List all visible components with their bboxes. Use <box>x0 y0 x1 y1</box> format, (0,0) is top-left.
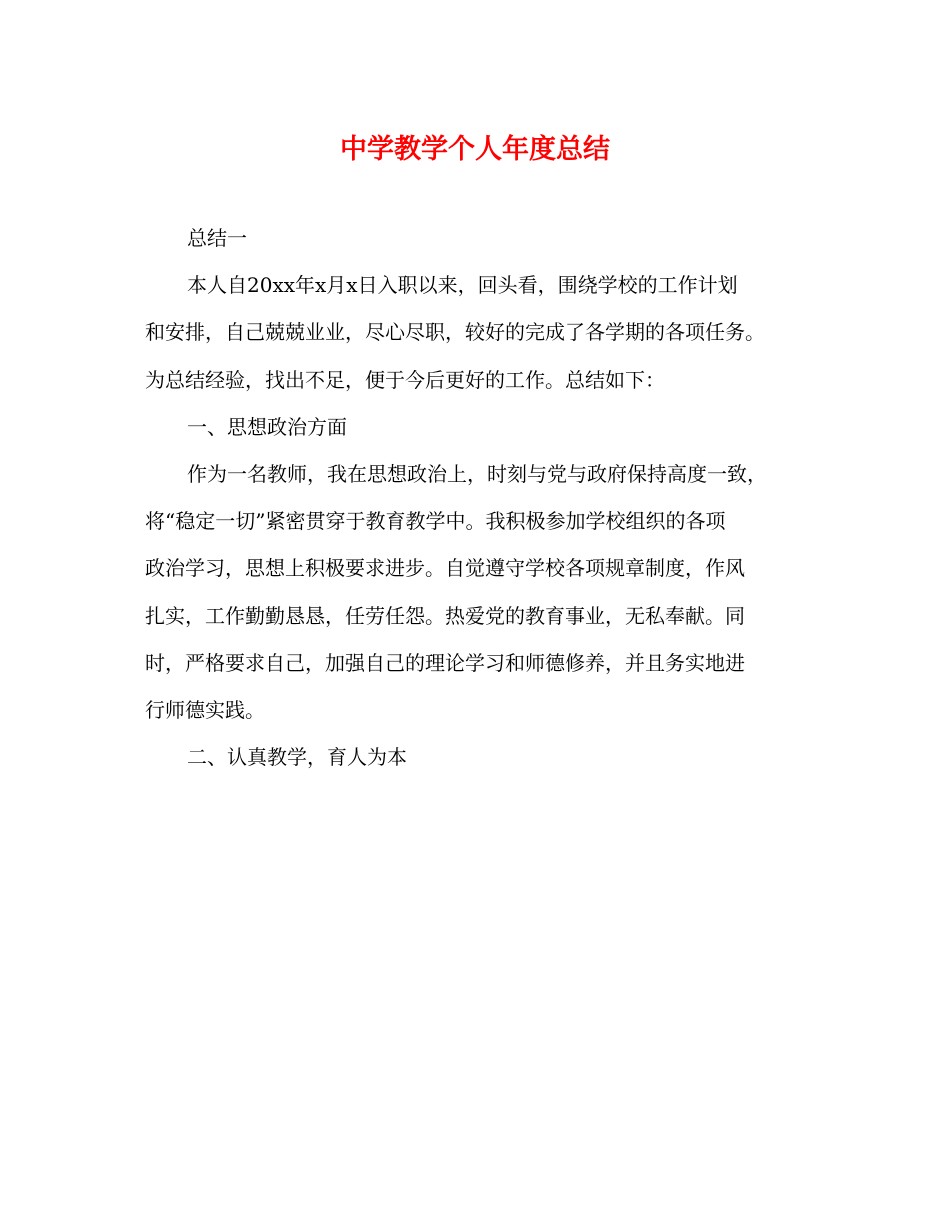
section-heading <box>145 404 813 451</box>
document-title: 中学教学个人年度总结 <box>340 134 610 165</box>
document-body <box>145 215 813 781</box>
text-line: 作为一名教师，我在思想政治上，时刻与党与政府保持高度一致， <box>187 462 767 487</box>
text-line: 一、思想政治方面 <box>187 414 347 439</box>
intro-paragraph <box>145 262 813 404</box>
text-line: 将“稳定一切”紧密贯穿于教育教学中。我积极参加学校组织的各项 <box>145 509 726 534</box>
section-heading <box>145 734 813 781</box>
body-paragraph <box>145 451 813 734</box>
text-line: 总结一 <box>187 226 247 250</box>
section-label <box>145 215 813 262</box>
text-line: 本人自20xx年x月x日入职以来，回头看，围绕学校的工作计划 <box>187 273 738 298</box>
text-line: 和安排，自己兢兢业业，尽心尽职，较好的完成了各学期的各项任务。 <box>145 320 765 345</box>
text-line: 政治学习，思想上积极要求进步。自觉遵守学校各项规章制度，作风 <box>145 556 745 581</box>
text-line: 行师德实践。 <box>145 698 265 723</box>
text-line: 为总结经验，找出不足，便于今后更好的工作。总结如下： <box>145 367 665 392</box>
text-line: 扎实，工作勤勤恳恳，任劳任怨。热爱党的教育事业，无私奉献。同 <box>145 603 745 628</box>
text-line: 时，严格要求自己，加强自己的理论学习和师德修养，并且务实地进 <box>145 650 745 675</box>
text-line: 二、认真教学，育人为本 <box>187 745 407 770</box>
